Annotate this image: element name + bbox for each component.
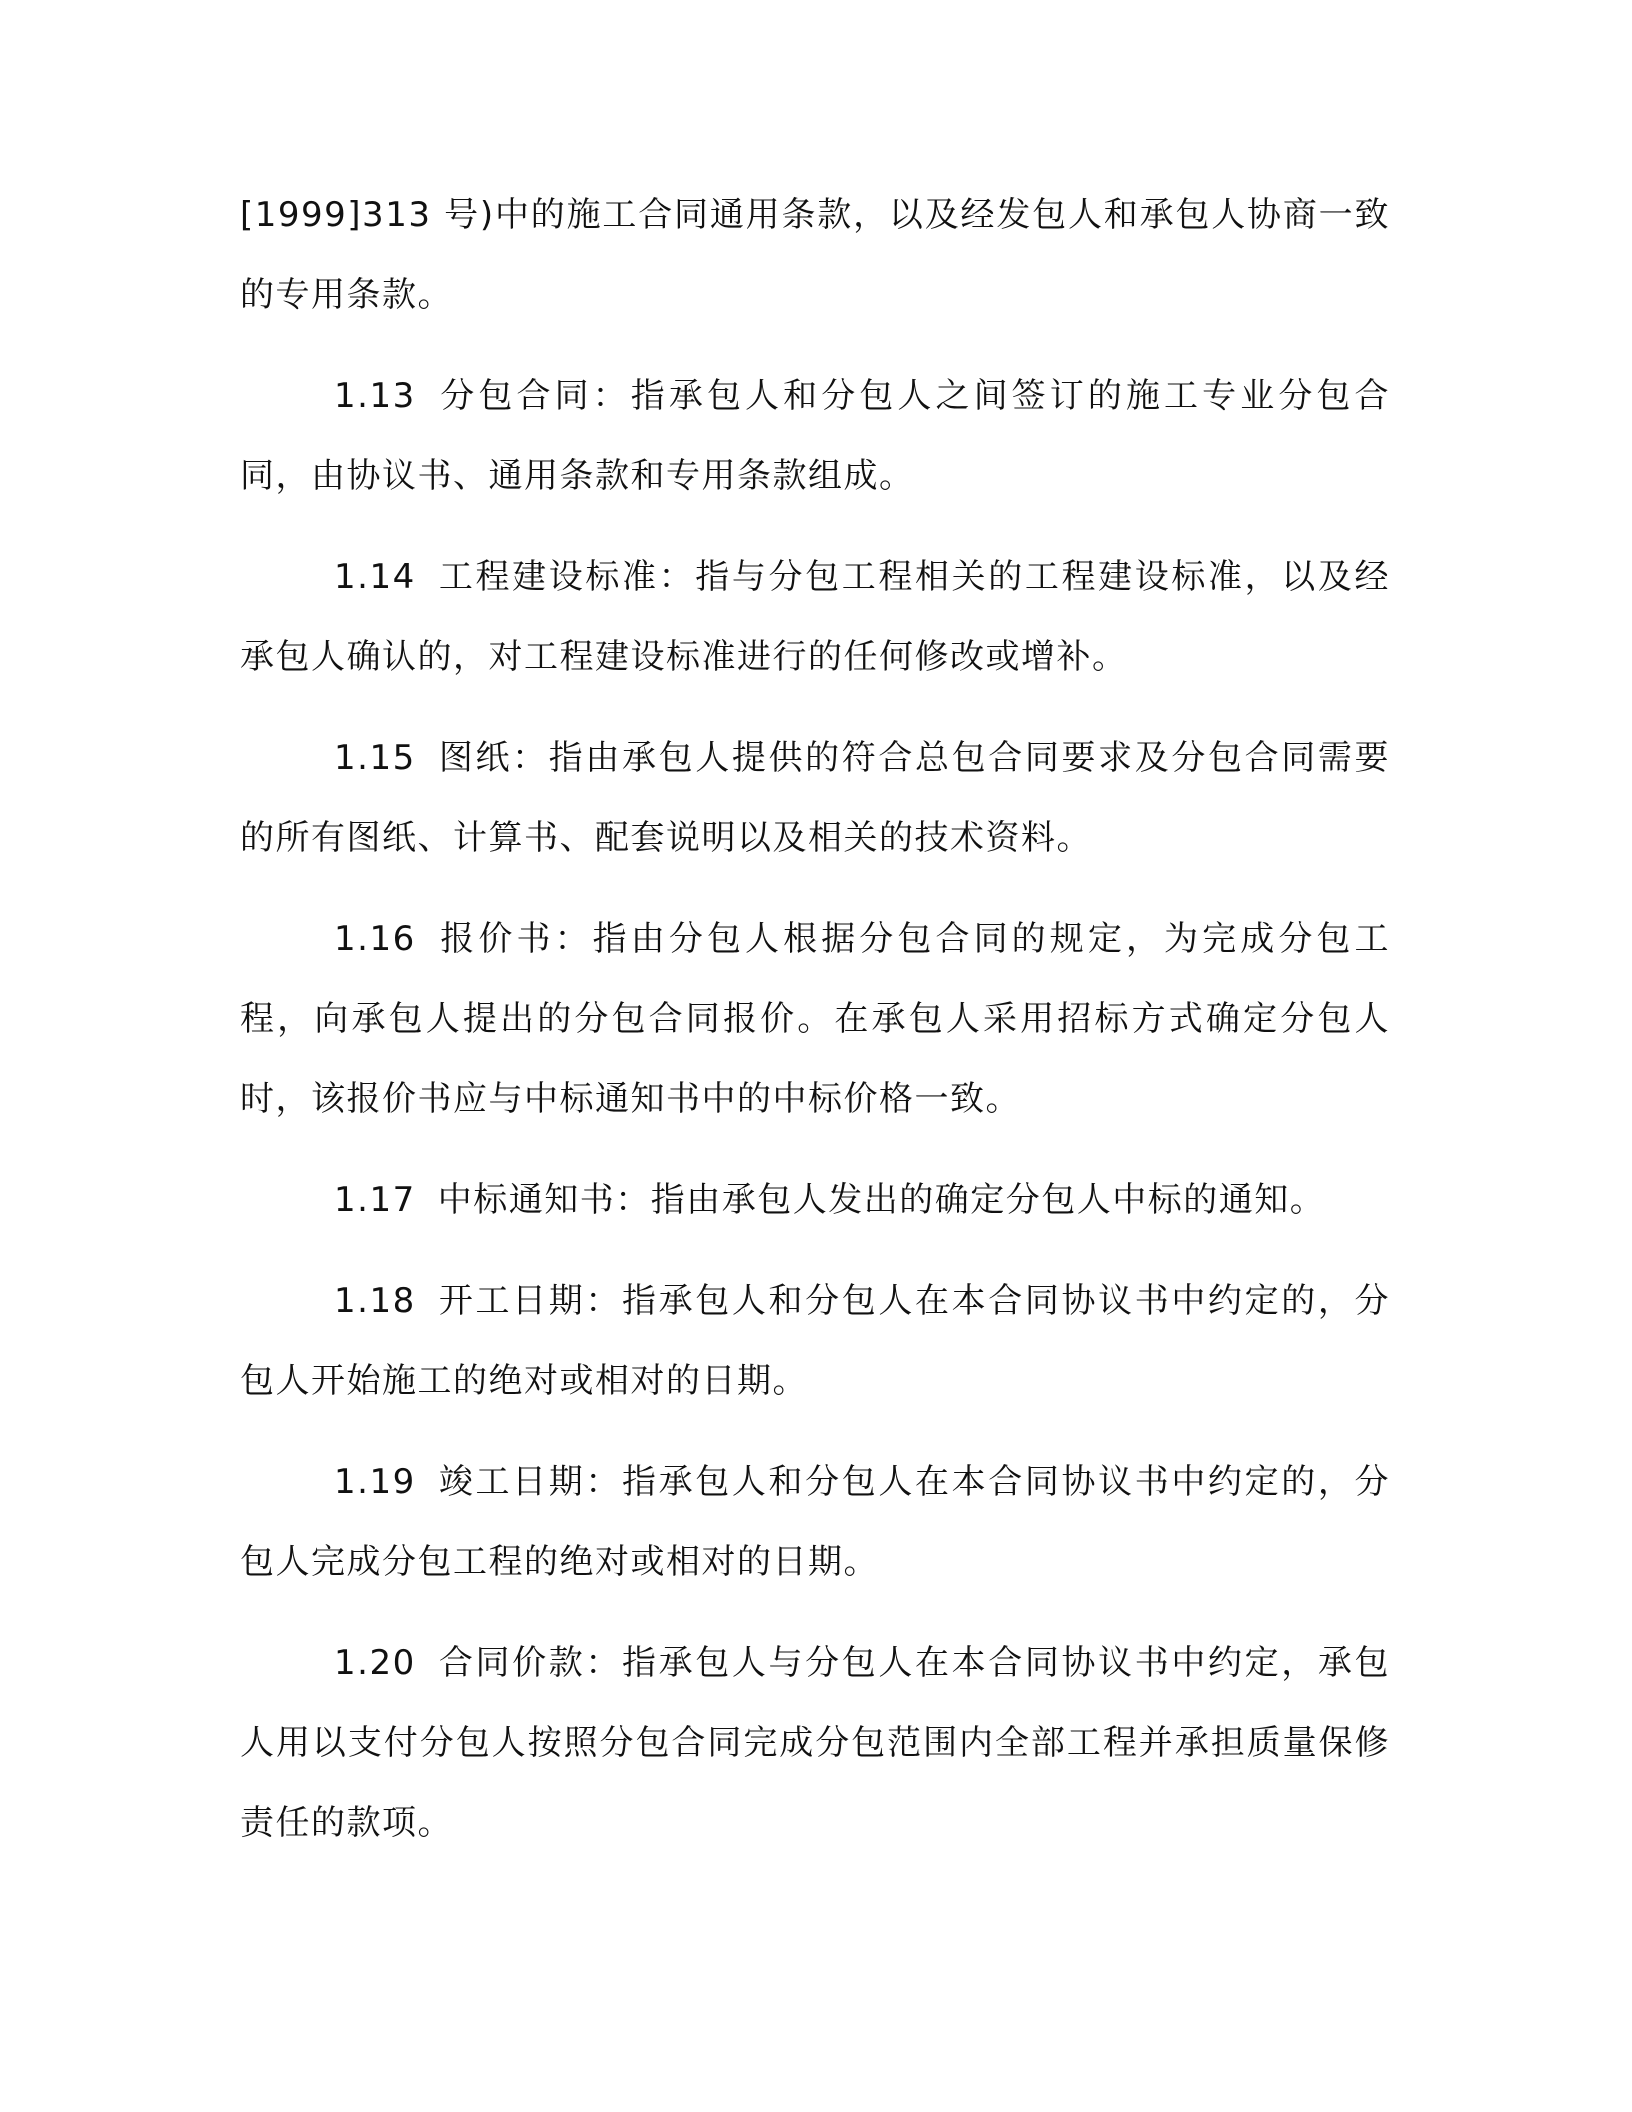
clause-text: 图纸：指由承包人提供的符合总包合同要求及分包合同需要的所有图纸、计算书、配套说明以及相关的技术资料。 [240,738,1390,858]
clause-1-20 [240,1623,1390,1863]
clause-1-15 [240,718,1390,878]
clause-number: 1.13 [334,376,416,416]
paragraph-continuation [240,175,1390,335]
clause-1-13 [240,356,1390,516]
clause-number: 1.19 [334,1462,416,1502]
clause-text: 合同价款：指承包人与分包人在本合同协议书中约定，承包人用以支付分包人按照分包合同完成分包范围内全部工程并承担质量保修责任的款项。 [240,1643,1390,1843]
clause-number: 1.20 [334,1643,416,1683]
clause-text: 分包合同：指承包人和分包人之间签订的施工专业分包合同，由协议书、通用条款和专用条款组成。 [240,376,1390,496]
paragraph-text: [1999]313 号)中的施工合同通用条款，以及经发包人和承包人协商一致的专用条款。 [240,195,1390,315]
clause-number: 1.16 [334,919,416,959]
clause-text: 工程建设标准：指与分包工程相关的工程建设标准，以及经承包人确认的，对工程建设标准进行的任何修改或增补。 [240,557,1390,677]
clause-1-19 [240,1442,1390,1602]
clause-number: 1.17 [334,1180,416,1220]
body-text [240,175,1390,1863]
clause-text: 竣工日期：指承包人和分包人在本合同协议书中约定的，分包人完成分包工程的绝对或相对的日期。 [240,1462,1390,1582]
clause-text: 中标通知书：指由承包人发出的确定分包人中标的通知。 [437,1180,1326,1220]
clause-1-16 [240,899,1390,1139]
clause-number: 1.14 [334,557,416,597]
clause-text: 报价书：指由分包人根据分包合同的规定，为完成分包工程，向承包人提出的分包合同报价。在承包人采用招标方式确定分包人时，该报价书应与中标通知书中的中标价格一致。 [240,919,1390,1119]
clause-text: 开工日期：指承包人和分包人在本合同协议书中约定的，分包人开始施工的绝对或相对的日期。 [240,1281,1390,1401]
clause-1-18 [240,1261,1390,1421]
clause-1-14 [240,537,1390,697]
clause-number: 1.18 [334,1281,416,1321]
clause-number: 1.15 [334,738,416,778]
clause-1-17 [240,1160,1390,1240]
